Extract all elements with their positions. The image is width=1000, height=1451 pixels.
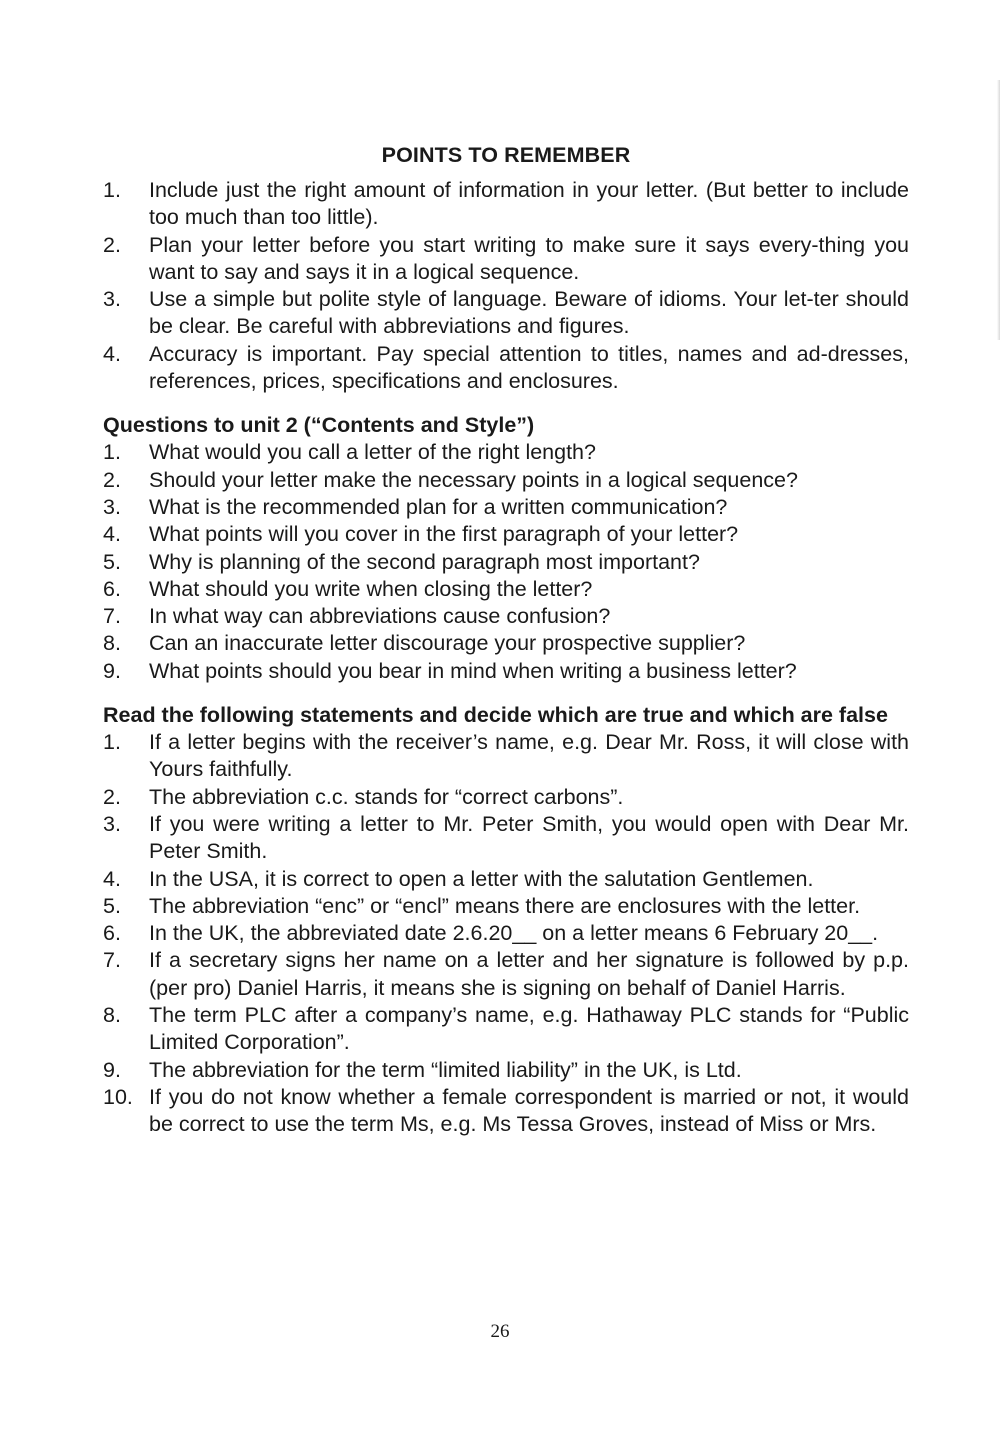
item-text: If you were writing a letter to Mr. Peter Smith, you would open with Dear Mr. Peter Smith. [149, 811, 909, 864]
section-gap [103, 685, 909, 702]
list-item [103, 603, 909, 630]
item-text: If you do not know whether a female correspondent is married or not, it would be correct to use the term Ms, e.g. Ms Tessa Groves, instead of Miss or Mrs. [149, 1084, 909, 1137]
list-item [103, 630, 909, 657]
item-number: 6. [103, 921, 121, 946]
points-title: POINTS TO REMEMBER [381, 143, 631, 167]
statements-list [103, 729, 909, 1138]
questions-heading: Questions to unit 2 (“Contents and Style”) [103, 413, 535, 438]
item-number: 10. [103, 1084, 133, 1109]
item-text: What points should you bear in mind when writing a business letter? [149, 658, 797, 683]
item-number: 4. [103, 522, 121, 547]
section-gap [103, 395, 909, 412]
item-text: What is the recommended plan for a written communication? [149, 494, 728, 519]
list-item [103, 1057, 909, 1084]
list-item [103, 658, 909, 685]
list-item [103, 1002, 909, 1057]
item-text: Include just the right amount of information in your letter. (But better to include too much than too little). [149, 178, 909, 230]
item-number: 3. [103, 287, 121, 312]
item-number: 5. [103, 549, 121, 574]
item-text: The abbreviation “enc” or “encl” means there are enclosures with the letter. [149, 893, 861, 918]
item-text: Why is planning of the second paragraph most important? [149, 549, 700, 574]
item-text: If a letter begins with the receiver’s name, e.g. Dear Mr. Ross, it will close with Yours faithfully. [149, 730, 909, 782]
item-text: What should you write when closing the letter? [149, 576, 593, 601]
item-number: 7. [103, 604, 121, 629]
item-text: What points will you cover in the first paragraph of your letter? [149, 522, 739, 547]
item-text: Can an inaccurate letter discourage your prospective supplier? [149, 631, 746, 656]
item-text: In what way can abbreviations cause confusion? [149, 604, 611, 629]
questions-list [103, 439, 909, 685]
list-item [103, 1084, 909, 1139]
item-text: The term PLC after a company’s name, e.g. Hathaway PLC stands for “Public Limited Corporation”. [149, 1003, 909, 1055]
item-number: 8. [103, 631, 121, 656]
list-item [103, 286, 909, 341]
item-number: 1. [103, 178, 121, 202]
item-number: 8. [103, 1003, 121, 1028]
item-number: 2. [103, 467, 121, 492]
item-text: What would you call a letter of the right length? [149, 440, 596, 465]
list-item [103, 866, 909, 893]
item-number: 4. [103, 341, 121, 366]
list-item [103, 467, 909, 494]
page-content [103, 142, 909, 1139]
item-number: 4. [103, 866, 121, 891]
item-number: 9. [103, 658, 121, 683]
points-list [103, 177, 909, 395]
item-text: Accuracy is important. Pay special attention to titles, names and ad-dresses, references, prices, specifications and enclosures. [149, 341, 909, 394]
item-number: 3. [103, 811, 121, 836]
list-item [103, 947, 909, 1002]
item-number: 9. [103, 1057, 121, 1082]
item-number: 3. [103, 494, 121, 519]
item-number: 7. [103, 948, 121, 973]
list-item [103, 177, 909, 232]
statements-heading: Read the following statements and decide which are true and which are false [103, 703, 888, 728]
item-text: Plan your letter before you start writing to make sure it says every-thing you want to say and says it in a logical sequence. [149, 232, 909, 284]
list-item [103, 439, 909, 466]
item-number: 2. [103, 784, 121, 809]
list-item [103, 784, 909, 811]
list-item [103, 232, 909, 287]
item-text: Should your letter make the necessary points in a logical sequence? [149, 467, 798, 492]
item-text: In the USA, it is correct to open a letter with the salutation Gentlemen. [149, 866, 814, 891]
item-number: 2. [103, 232, 121, 257]
list-item [103, 811, 909, 866]
page-number: 26 [490, 1321, 510, 1342]
list-item [103, 494, 909, 521]
item-text: The abbreviation c.c. stands for “correct carbons”. [149, 784, 624, 809]
item-number: 1. [103, 440, 121, 465]
list-item [103, 893, 909, 920]
list-item [103, 549, 909, 576]
list-item [103, 576, 909, 603]
item-number: 1. [103, 730, 121, 755]
item-text: In the UK, the abbreviated date 2.6.20__ on a letter means 6 February 20__. [149, 921, 879, 946]
item-text: Use a simple but polite style of language. Beware of idioms. Your let-ter should be clear. Be careful with abbreviations and figures. [149, 287, 909, 339]
item-number: 5. [103, 893, 121, 918]
list-item [103, 729, 909, 784]
list-item [103, 341, 909, 396]
list-item [103, 521, 909, 548]
item-number: 6. [103, 576, 121, 601]
item-text: If a secretary signs her name on a letter and her signature is followed by p.p. (per pro) Daniel Harris, it means she is signing on behalf of Daniel Harris. [149, 948, 909, 1000]
item-text: The abbreviation for the term “limited liability” in the UK, is Ltd. [149, 1057, 742, 1082]
list-item [103, 920, 909, 947]
